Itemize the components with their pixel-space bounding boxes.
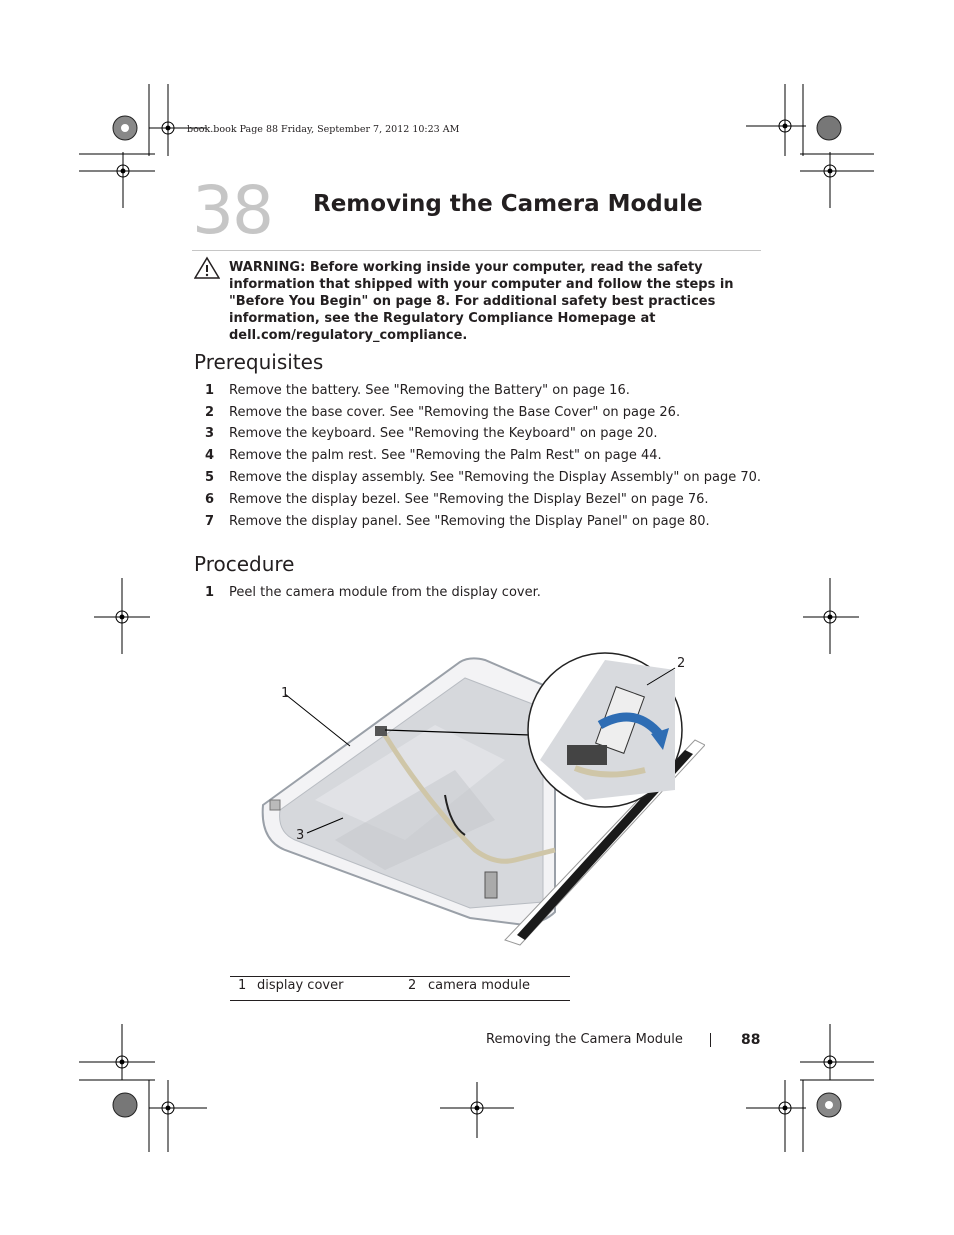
step-number: 3 bbox=[205, 426, 215, 441]
callout-1: 1 bbox=[281, 686, 290, 701]
step-number: 2 bbox=[205, 405, 215, 420]
legend-bottom-rule bbox=[230, 1000, 570, 1001]
legend-label: display cover bbox=[257, 978, 344, 993]
step-number: 1 bbox=[205, 383, 215, 398]
callout-3: 3 bbox=[296, 828, 305, 843]
registration-mark-icon bbox=[440, 1080, 516, 1140]
print-header: book.book Page 88 Friday, September 7, 2012 10:23 AM bbox=[187, 124, 460, 135]
step-number: 7 bbox=[205, 514, 215, 529]
chapter-number: 38 bbox=[192, 172, 272, 249]
page-title: Removing the Camera Module bbox=[313, 191, 703, 217]
warning-label: WARNING: bbox=[229, 260, 306, 275]
prerequisites-heading: Prerequisites bbox=[194, 350, 324, 374]
step-number: 5 bbox=[205, 470, 215, 485]
legend-number: 1 bbox=[238, 978, 247, 993]
camera-module bbox=[375, 726, 387, 736]
warning-triangle-icon bbox=[194, 256, 220, 280]
step-text: Remove the keyboard. See "Removing the Keyboard" on page 20. bbox=[229, 426, 658, 441]
warning-text: Before working inside your computer, read the safety information that shipped with your computer and follow the steps in "Before You Begin" on page 8. For additional safety best practices information, see the Regulatory Compliance Homepage at dell.com/regulatory_compliance. bbox=[229, 260, 734, 343]
step-text: Remove the display panel. See "Removing the Display Panel" on page 80. bbox=[229, 514, 710, 529]
footer-separator bbox=[710, 1033, 711, 1047]
registration-mark-icon bbox=[796, 150, 876, 210]
warning-note bbox=[229, 259, 761, 344]
step-number: 4 bbox=[205, 448, 215, 463]
camera-module-illustration bbox=[255, 650, 705, 950]
page-number: 88 bbox=[741, 1032, 761, 1048]
footer-title: Removing the Camera Module bbox=[486, 1032, 683, 1047]
color-wheel-mark-icon bbox=[800, 1078, 860, 1138]
step-text: Remove the palm rest. See "Removing the Palm Rest" on page 44. bbox=[229, 448, 662, 463]
step-text: Remove the base cover. See "Removing the Base Cover" on page 26. bbox=[229, 405, 681, 420]
step-text: Remove the battery. See "Removing the Battery" on page 16. bbox=[229, 383, 630, 398]
callout-2: 2 bbox=[677, 656, 686, 671]
legend-number: 2 bbox=[408, 978, 417, 993]
step-text: Peel the camera module from the display cover. bbox=[229, 585, 541, 600]
legend-top-rule bbox=[230, 976, 570, 977]
step-number: 1 bbox=[205, 585, 215, 600]
legend-label: camera module bbox=[428, 978, 530, 993]
registration-mark-icon bbox=[79, 150, 159, 210]
registration-mark-icon bbox=[139, 1070, 209, 1155]
step-number: 6 bbox=[205, 492, 215, 507]
title-divider bbox=[192, 250, 761, 251]
procedure-heading: Procedure bbox=[194, 552, 295, 576]
step-text: Remove the display bezel. See "Removing the Display Bezel" on page 76. bbox=[229, 492, 709, 507]
registration-mark-icon bbox=[92, 578, 152, 658]
registration-mark-icon bbox=[801, 578, 861, 658]
step-text: Remove the display assembly. See "Removing the Display Assembly" on page 70. bbox=[229, 470, 762, 485]
